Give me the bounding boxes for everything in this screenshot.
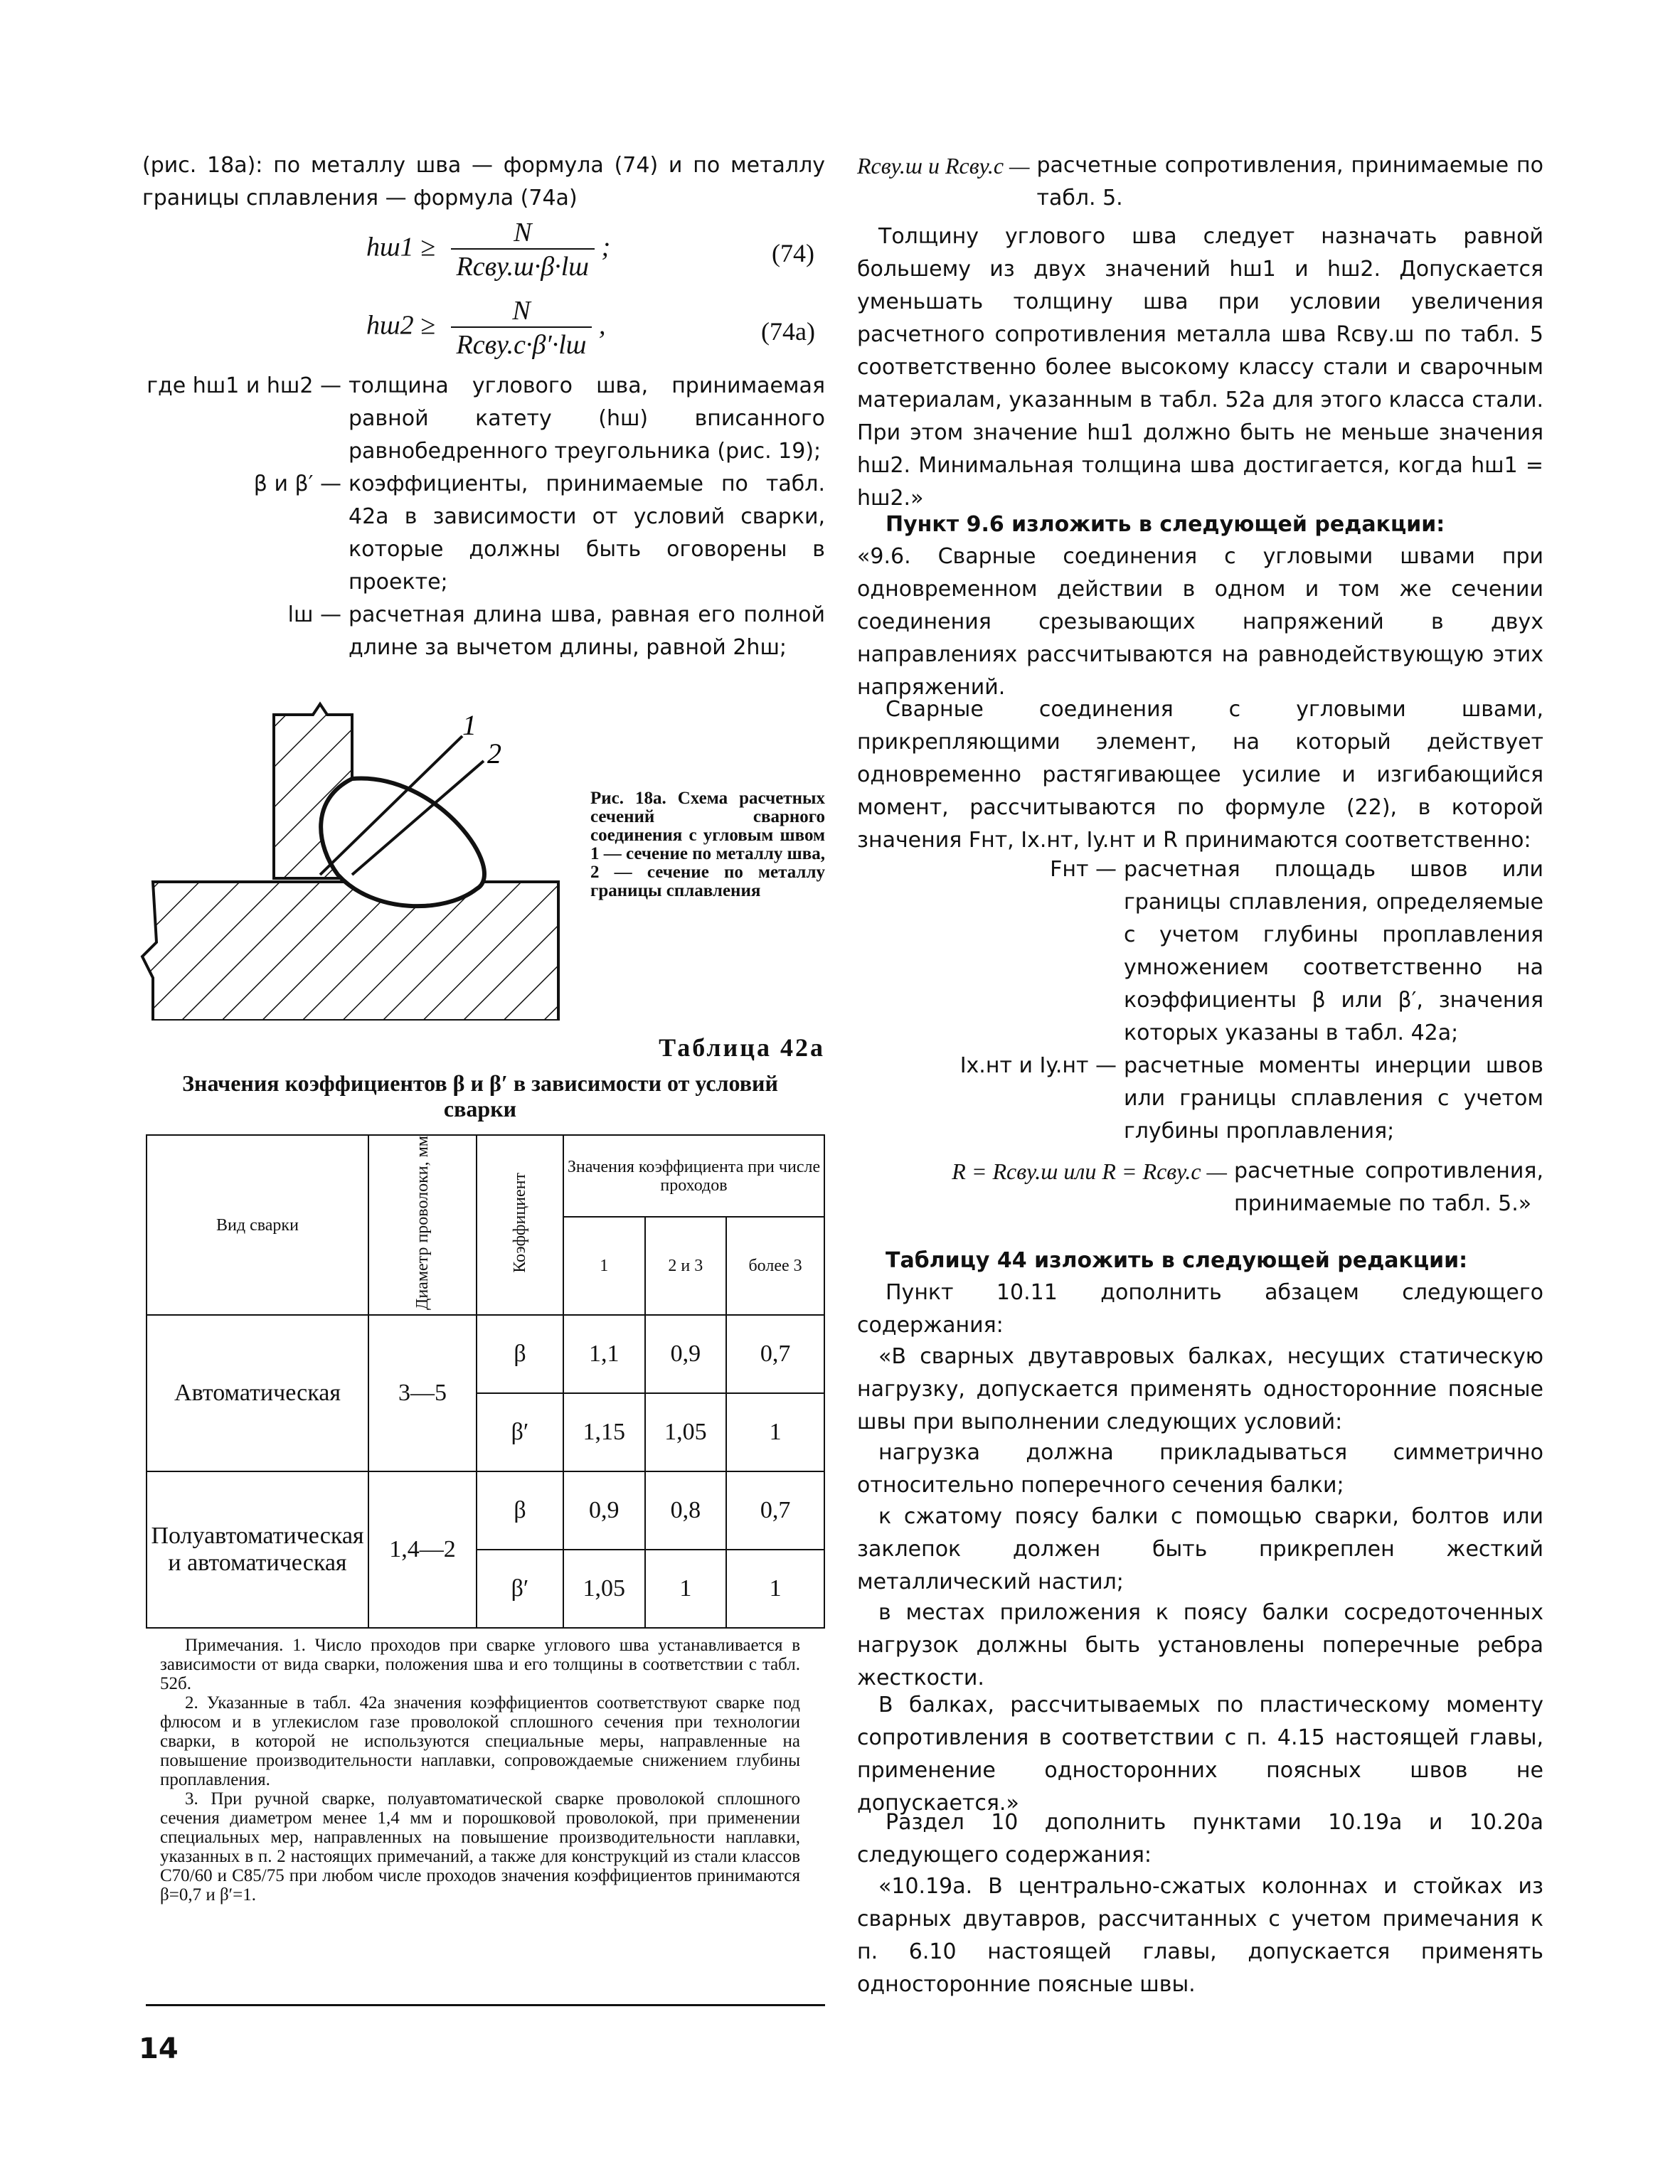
right-para-11: В балках, рассчитываемых по пластическому моменту сопротивления в соответствии с п. 4.15 настоящей главы, применение односторонних поясных швов не допускается.»	[857, 1693, 1543, 1816]
right-para-9: к сжатому поясу балки с помощью сварки, болтов или заклепок должен быть прикреплен жесткий металлический настил;	[857, 1504, 1543, 1594]
formula-74-denominator: Rсву.ш·β·lш	[451, 248, 595, 282]
cell-value: 0,9	[563, 1471, 645, 1550]
cell-value: 1,1	[563, 1315, 645, 1393]
right-para-5: Таблицу 44 изложить в следующей редакции:	[886, 1248, 1468, 1273]
definition-h	[107, 370, 825, 468]
header-values-group: Значения коэффициента при числе проходов	[563, 1135, 824, 1217]
definition-term: Rсву.ш и Rсву.с —	[857, 153, 1030, 179]
definition-l	[107, 599, 825, 664]
cell-welding-type: Полуавтоматическая и автоматическая	[147, 1471, 368, 1628]
table-note-3: 3. При ручной сварке, полуавтоматической сварке проволокой сплошного сечения диаметром менее 1,4 мм и порошковой проволокой, при применении специальных мер, направленных на повышение производительности наплавки, указанных в п. 2 настоящих примечаний, а также для конструкций из стали классов С70/60 и С85/75 при любом числе проходов значения коэффициентов принимаются β=0,7 и β′=1.	[160, 1789, 800, 1905]
right-para-4: Сварные соединения с угловыми швами, прикрепляющими элемент, на который действует одновременно растягивающее усилие и изгибающийся момент, рассчитываются по формуле (22), в которой значения Fнт, Ix.нт, Iy.нт и R принимаются соответственно:	[857, 697, 1543, 853]
right-para-7: «В сварных двутавровых балках, несущих статическую нагрузку, допускается применять односторонние поясные швы при выполнении следующих условий:	[857, 1344, 1543, 1434]
formula-74a-lhs: hш2 ≥	[366, 310, 436, 341]
right-para-10: в местах приложения к поясу балки сосредоточенных нагрузок должны быть установлены поперечные ребра жесткости.	[857, 1600, 1543, 1690]
header-pass-1: 1	[563, 1217, 645, 1315]
definition-i	[857, 1050, 1543, 1148]
formula-74-tail: ;	[601, 232, 611, 262]
right-para-3: «9.6. Сварные соединения с угловыми швами при одновременном действии в одном и том же сечении соединения срезывающих напряжений в двух направлениях рассчитываются на равнодействующую этих напряжений.	[857, 544, 1543, 700]
cell-value: 0,9	[645, 1315, 727, 1393]
cell-coef: β′	[477, 1550, 563, 1628]
table-note-1: Примечания. 1. Число проходов при сварке углового шва устанавливается в зависимости от вида сварки, положения шва и его толщины в соответствии с табл. 52б.	[160, 1636, 800, 1693]
cell-value: 0,7	[726, 1315, 824, 1393]
table-title: Значения коэффициентов β и β′ в зависимости от условий сварки	[182, 1070, 778, 1122]
definition-f	[857, 853, 1543, 1050]
weld-section-figure	[139, 701, 565, 1021]
formula-74a-numerator: N	[512, 296, 531, 326]
definition-desc: расчетная длина шва, равная его полной длине за вычетом длины, равной 2hш;	[349, 602, 825, 660]
table-number: Таблица 42а	[659, 1033, 825, 1062]
formula-74-numerator: N	[514, 218, 532, 247]
definition-desc: расчетные моменты инерции швов или границы сплавления с учетом глубины проплавления;	[1124, 1053, 1543, 1144]
definition-term: R = Rсву.ш или R = Rсву.с —	[952, 1158, 1227, 1184]
definition-r2	[857, 1155, 1543, 1220]
figure-caption: Рис. 18а. Схема расчетных сечений сварного соединения с угловым швом 1 — сечение по металлу шва, 2 — сечение по металлу границы сплавления	[590, 789, 825, 900]
formula-74-lhs: hш1 ≥	[366, 232, 436, 262]
figure-label-2: 2	[487, 737, 501, 769]
header-wire-diameter: Диаметр проволоки, мм	[368, 1135, 477, 1315]
table-notes	[160, 1636, 800, 1905]
right-definitions	[857, 853, 1543, 1220]
formula-74a	[366, 295, 825, 361]
formula-74	[366, 217, 825, 282]
cell-value: 0,8	[645, 1471, 727, 1550]
cell-value: 1,15	[563, 1393, 645, 1471]
definition-desc: расчетные сопротивления, принимаемые по табл. 5.	[1036, 153, 1543, 211]
definition-term: Ix.нт и Iy.нт —	[959, 1053, 1117, 1078]
formula-74a-tail: ,	[598, 310, 606, 341]
formula-74a-denominator: Rсву.с·β′·lш	[451, 326, 592, 361]
right-para-12: Раздел 10 дополнить пунктами 10.19а и 10.20а следующего содержания:	[857, 1810, 1543, 1868]
definition-desc: расчетная площадь швов или границы сплавления, определяемые с учетом глубины проплавления умножением соответственно на коэффициенты β или β′, значения которых указаны в табл. 42а;	[1124, 857, 1543, 1045]
header-pass-2: 2 и 3	[645, 1217, 727, 1315]
coefficient-table	[146, 1134, 825, 1629]
definition-term: β и β′ —	[253, 472, 341, 496]
definition-term: где hш1 и hш2 —	[147, 373, 341, 398]
cell-coef: β′	[477, 1393, 563, 1471]
formula-74a-number: (74а)	[761, 317, 815, 346]
right-para-13: «10.19а. В центрально-сжатых колоннах и стойках из сварных двутавров, рассчитанных с учетом примечания к п. 6.10 настоящей главы, допускается применять односторонние поясные швы.	[857, 1874, 1543, 1997]
cell-value: 1,05	[645, 1393, 727, 1471]
formula-74-number: (74)	[772, 239, 814, 267]
page-number: 14	[139, 2033, 179, 2065]
figure-label-1: 1	[462, 709, 477, 741]
right-para-6: Пункт 10.11 дополнить абзацем следующего содержания:	[857, 1280, 1543, 1338]
cell-value: 1	[726, 1550, 824, 1628]
definition-desc: коэффициенты, принимаемые по табл. 42а в зависимости от условий сварки, которые должны быть оговорены в проекте;	[349, 472, 825, 595]
cell-value: 1	[645, 1550, 727, 1628]
header-coefficient: Коэффициент	[477, 1135, 563, 1315]
cell-value: 0,7	[726, 1471, 824, 1550]
definition-term: Fнт —	[1050, 857, 1117, 882]
definition-beta	[107, 468, 825, 599]
right-para-1: Толщину углового шва следует назначать равной большему из двух значений hш1 и hш2. Допускается уменьшать толщину шва при условии увеличения расчетного сопротивления металла шва Rсву.ш по табл. 5 соответственно более высокому классу стали и сварочным материалам, указанным в табл. 52а для этого класса стали. При этом значение hш1 должно быть не меньше значения hш2. Минимальная толщина шва достигается, когда hш1 = hш2.»	[857, 224, 1543, 511]
cell-diameter: 3—5	[368, 1315, 477, 1471]
header-welding-type: Вид сварки	[147, 1135, 368, 1315]
cell-coef: β	[477, 1471, 563, 1550]
cell-diameter: 1,4—2	[368, 1471, 477, 1628]
cell-coef: β	[477, 1315, 563, 1393]
intro-paragraph: (рис. 18а): по металлу шва — формула (74) и по металлу границы сплавления — формула (74а)	[142, 153, 825, 211]
definition-desc: расчетные сопротивления, принимаемые по табл. 5.»	[1234, 1158, 1543, 1216]
table-bottom-rule	[146, 2004, 825, 2006]
cell-value: 1,05	[563, 1550, 645, 1628]
cell-welding-type: Автоматическая	[147, 1315, 368, 1471]
table-note-2: 2. Указанные в табл. 42а значения коэффициентов соответствуют сварке под флюсом и в углекислом газе проволокой сплошного сечения при технологии сварки, в которой не используются специальные меры, направленные на повышение производительности наплавки, сопровождаемые снижением глубины проплавления.	[160, 1693, 800, 1789]
base-plate	[142, 882, 558, 1021]
definition-term: lш —	[287, 602, 341, 627]
definition-desc: толщина углового шва, принимаемая равной катету (hш) вписанного равнобедренного треугольника (рис. 19);	[349, 373, 825, 464]
formula-74-fraction	[451, 217, 595, 282]
right-para-8: нагрузка должна прикладываться симметрично относительно поперечного сечения балки;	[857, 1440, 1543, 1498]
right-para-2: Пункт 9.6 изложить в следующей редакции:	[886, 512, 1445, 537]
cell-value: 1	[726, 1393, 824, 1471]
left-definitions	[107, 370, 825, 664]
right-def-r	[857, 149, 1543, 215]
formula-74a-fraction	[451, 295, 592, 361]
header-pass-3: более 3	[726, 1217, 824, 1315]
